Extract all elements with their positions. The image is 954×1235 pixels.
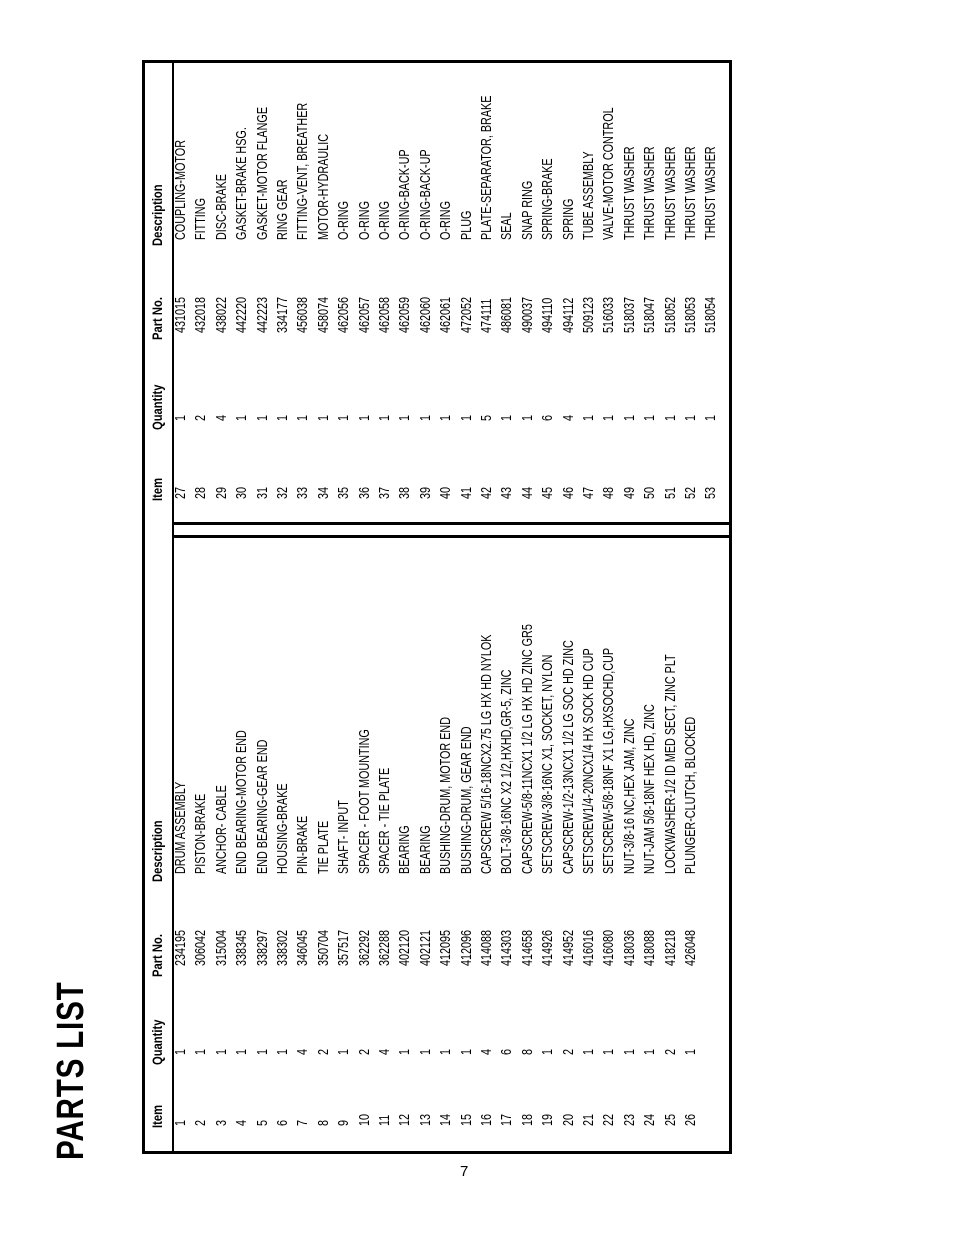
part-no-cell: 338302 xyxy=(274,929,291,966)
description-cell: COUPLING-MOTOR xyxy=(172,139,189,240)
part-no-cell: 462061 xyxy=(437,296,455,333)
part-no-cell: 442223 xyxy=(253,296,271,333)
item-cell: 43 xyxy=(498,486,516,499)
item-cell: 46 xyxy=(559,486,577,499)
part-no-cell: 518052 xyxy=(661,296,679,333)
item-cell: 38 xyxy=(396,486,414,499)
description-cell: O-RING xyxy=(355,200,373,240)
quantity-cell: 2 xyxy=(192,414,210,421)
quantity-cell: 1 xyxy=(172,1048,189,1055)
item-cell: 26 xyxy=(682,1113,699,1126)
part-no-cell: 334177 xyxy=(274,296,291,333)
quantity-cell: 4 xyxy=(294,1048,312,1055)
part-no-cell: 414303 xyxy=(498,929,516,966)
description-cell: CAPSCREW 5/16-18NCX2.75 LG HX HD NYLOK xyxy=(478,634,495,874)
description-cell: CAPSCREW-5/8-11NCX1 1/2 LG HX HD ZINC GR5 xyxy=(518,624,536,874)
quantity-cell: 6 xyxy=(498,1048,516,1055)
description-cell: THRUST WASHER xyxy=(620,146,638,240)
quantity-cell: 1 xyxy=(437,1048,455,1055)
item-cell: 53 xyxy=(702,486,720,499)
description-cell: CAPSCREW-1/2-13NCX1 1/2 LG SOC HD ZINC xyxy=(559,640,577,874)
quantity-cell: 1 xyxy=(212,1048,230,1055)
part-no-cell: 462059 xyxy=(396,296,414,333)
description-cell: NUT-3/8-16 NC,HEX JAM, ZINC xyxy=(620,718,638,874)
part-no-cell: 458074 xyxy=(314,296,332,333)
item-cell: 50 xyxy=(641,486,659,499)
description-cell: BEARING xyxy=(416,825,434,874)
item-cell: 14 xyxy=(437,1113,455,1126)
quantity-cell: 1 xyxy=(620,414,638,421)
description-cell: SPACER - FOOT MOUNTING xyxy=(355,729,373,874)
part-no-cell: 338297 xyxy=(253,929,271,966)
quantity-cell: 1 xyxy=(416,1048,434,1055)
quantity-cell: 1 xyxy=(274,1048,291,1055)
quantity-cell: 1 xyxy=(539,1048,557,1055)
part-no-cell: 402121 xyxy=(416,929,434,966)
description-cell: ANCHOR- CABLE xyxy=(212,785,230,874)
part-no-cell: 418218 xyxy=(661,929,679,966)
part-no-cell: 432018 xyxy=(192,296,210,333)
item-cell: 19 xyxy=(539,1113,557,1126)
description-cell: THRUST WASHER xyxy=(682,146,699,240)
description-cell: O-RING-BACK-UP xyxy=(396,149,414,240)
part-no-cell: 416080 xyxy=(600,929,618,966)
item-cell: 24 xyxy=(641,1113,659,1126)
item-cell: 20 xyxy=(559,1113,577,1126)
header-item-1: Item xyxy=(149,1104,165,1128)
quantity-cell: 4 xyxy=(376,1048,393,1055)
part-no-cell: 418088 xyxy=(641,929,659,966)
item-cell: 34 xyxy=(314,486,332,499)
part-no-cell: 414088 xyxy=(478,929,495,966)
description-cell: RING GEAR xyxy=(274,179,291,240)
quantity-cell: 2 xyxy=(355,1048,373,1055)
description-cell: PLATE-SEPARATOR, BRAKE xyxy=(478,95,495,241)
description-cell: PLUG xyxy=(457,210,475,240)
part-no-cell: 462057 xyxy=(355,296,373,333)
item-cell: 49 xyxy=(620,486,638,499)
part-no-cell: 306042 xyxy=(192,929,210,966)
description-cell: THRUST WASHER xyxy=(661,146,679,240)
item-cell: 48 xyxy=(600,486,618,499)
description-cell: SETSCREW1/4-20NCX1/4 HX SOCK HD CUP xyxy=(580,648,597,874)
quantity-cell: 6 xyxy=(539,414,557,421)
quantity-cell: 2 xyxy=(559,1048,577,1055)
part-no-cell: 456038 xyxy=(294,296,312,333)
description-cell: MOTOR-HYDRAULIC xyxy=(314,133,332,240)
description-cell: O-RING xyxy=(335,200,353,240)
quantity-cell: 1 xyxy=(335,414,353,421)
part-no-cell: 442220 xyxy=(233,296,251,333)
part-no-cell: 362292 xyxy=(355,929,373,966)
part-no-cell: 357517 xyxy=(335,929,353,966)
part-no-cell: 438022 xyxy=(212,296,230,333)
description-cell: TUBE ASSEMBLY xyxy=(580,151,597,240)
part-no-cell: 490037 xyxy=(518,296,536,333)
part-no-cell: 338345 xyxy=(233,929,251,966)
quantity-cell: 1 xyxy=(233,1048,251,1055)
part-no-cell: 414658 xyxy=(518,929,536,966)
quantity-cell: 1 xyxy=(335,1048,353,1055)
quantity-cell: 5 xyxy=(478,414,495,421)
quantity-cell: 1 xyxy=(457,414,475,421)
header-description-1: Description xyxy=(149,820,165,882)
quantity-cell: 1 xyxy=(661,414,679,421)
quantity-cell: 1 xyxy=(682,1048,699,1055)
item-cell: 10 xyxy=(355,1113,373,1126)
item-cell: 3 xyxy=(212,1119,230,1126)
item-cell: 12 xyxy=(396,1113,414,1126)
quantity-cell: 1 xyxy=(376,414,393,421)
description-cell: O-RING xyxy=(437,200,455,240)
item-cell: 30 xyxy=(233,486,251,499)
quantity-cell: 4 xyxy=(559,414,577,421)
item-cell: 1 xyxy=(172,1119,189,1126)
description-cell: SPACER - TIE PLATE xyxy=(376,767,393,874)
description-cell: THRUST WASHER xyxy=(641,146,659,240)
part-no-cell: 474111 xyxy=(478,298,495,333)
quantity-cell: 1 xyxy=(172,414,189,421)
quantity-cell: 1 xyxy=(600,1048,618,1055)
part-no-cell: 412096 xyxy=(457,929,475,966)
description-cell: DRUM ASSEMBLY xyxy=(172,781,189,874)
page-title: PARTS LIST xyxy=(50,981,92,1160)
section-divider-bottom xyxy=(172,535,732,538)
description-cell: SETSCREW-5/8-18NF X1 LG,HXSOCHD,CUP xyxy=(600,647,618,874)
item-cell: 40 xyxy=(437,486,455,499)
item-cell: 39 xyxy=(416,486,434,499)
quantity-cell: 8 xyxy=(518,1048,536,1055)
quantity-cell: 1 xyxy=(314,414,332,421)
description-cell: END BEARING-GEAR END xyxy=(253,739,271,874)
item-cell: 33 xyxy=(294,486,312,499)
quantity-cell: 1 xyxy=(253,1048,271,1055)
page-number: 7 xyxy=(460,1163,469,1180)
part-no-cell: 462056 xyxy=(335,296,353,333)
item-cell: 45 xyxy=(539,486,557,499)
item-cell: 51 xyxy=(661,486,679,499)
description-cell: VALVE-MOTOR CONTROL xyxy=(600,107,618,240)
quantity-cell: 1 xyxy=(518,414,536,421)
part-no-cell: 414926 xyxy=(539,929,557,966)
item-cell: 21 xyxy=(580,1113,597,1126)
description-cell: BOLT-3/8-16NC X2 1/2,HXHD,GR-5, ZINC xyxy=(498,669,516,874)
part-no-cell: 486081 xyxy=(498,296,516,333)
item-cell: 22 xyxy=(600,1113,618,1126)
quantity-cell: 1 xyxy=(396,1048,414,1055)
description-cell: DISC-BRAKE xyxy=(212,173,230,240)
quantity-cell: 1 xyxy=(192,1048,210,1055)
quantity-cell: 2 xyxy=(314,1048,332,1055)
item-cell: 31 xyxy=(253,486,271,499)
item-cell: 42 xyxy=(478,486,495,499)
item-cell: 15 xyxy=(457,1113,475,1126)
quantity-cell: 1 xyxy=(580,414,597,421)
description-cell: PLUNGER-CLUTCH, BLOCKED xyxy=(682,716,699,874)
quantity-cell: 1 xyxy=(620,1048,638,1055)
part-no-cell: 494110 xyxy=(539,297,557,333)
item-cell: 37 xyxy=(376,486,393,499)
part-no-cell: 518053 xyxy=(682,296,699,333)
part-no-cell: 462060 xyxy=(416,296,434,333)
item-cell: 23 xyxy=(620,1113,638,1126)
part-no-cell: 518054 xyxy=(702,296,720,333)
description-cell: TIE PLATE xyxy=(314,820,332,874)
item-cell: 2 xyxy=(192,1119,210,1126)
quantity-cell: 4 xyxy=(478,1048,495,1055)
item-cell: 6 xyxy=(274,1119,291,1126)
header-description-2: Description xyxy=(149,184,165,246)
quantity-cell: 1 xyxy=(274,414,291,421)
description-cell: SHAFT- INPUT xyxy=(335,800,353,874)
part-no-cell: 315004 xyxy=(212,929,230,966)
item-cell: 28 xyxy=(192,486,210,499)
description-cell: FITTING-VENT, BREATHER xyxy=(294,102,312,240)
item-cell: 52 xyxy=(682,486,699,499)
quantity-cell: 4 xyxy=(212,414,230,421)
quantity-cell: 1 xyxy=(355,414,373,421)
description-cell: BUSHING-DRUM, MOTOR END xyxy=(437,716,455,874)
item-cell: 13 xyxy=(416,1113,434,1126)
item-cell: 8 xyxy=(314,1119,332,1126)
item-cell: 4 xyxy=(233,1119,251,1126)
part-no-cell: 234195 xyxy=(172,929,189,966)
description-cell: NUT-JAM 5/8-18NF HEX HD, ZINC xyxy=(641,704,659,874)
part-no-cell: 462058 xyxy=(376,296,393,333)
part-no-cell: 414952 xyxy=(559,929,577,966)
quantity-cell: 1 xyxy=(641,414,659,421)
quantity-cell: 1 xyxy=(498,414,516,421)
header-part-no-2: Part No. xyxy=(149,297,165,340)
item-cell: 17 xyxy=(498,1113,516,1126)
item-cell: 41 xyxy=(457,486,475,499)
header-item-2: Item xyxy=(149,477,165,501)
description-cell: PIN-BRAKE xyxy=(294,815,312,874)
item-cell: 5 xyxy=(253,1119,271,1126)
description-cell: END BEARING-MOTOR END xyxy=(233,730,251,874)
description-cell: HOUSING-BRAKE xyxy=(274,783,291,874)
description-cell: SPRING-BRAKE xyxy=(539,158,557,240)
quantity-cell: 1 xyxy=(580,1048,597,1055)
part-no-cell: 518047 xyxy=(641,296,659,333)
part-no-cell: 346045 xyxy=(294,929,312,966)
part-no-cell: 509123 xyxy=(580,296,597,333)
item-cell: 32 xyxy=(274,486,291,499)
item-cell: 16 xyxy=(478,1113,495,1126)
quantity-cell: 1 xyxy=(233,414,251,421)
description-cell: SPRING xyxy=(559,198,577,240)
part-no-cell: 431015 xyxy=(172,296,189,333)
part-no-cell: 416016 xyxy=(580,929,597,966)
item-cell: 11 xyxy=(376,1114,393,1126)
part-no-cell: 350704 xyxy=(314,929,332,966)
item-cell: 25 xyxy=(661,1113,679,1126)
part-no-cell: 362288 xyxy=(376,929,393,966)
description-cell: SETSCREW-3/8-16NC X1, SOCKET, NYLON xyxy=(539,654,557,874)
description-cell: SNAP RING xyxy=(518,180,536,240)
quantity-cell: 1 xyxy=(457,1048,475,1055)
item-cell: 36 xyxy=(355,486,373,499)
part-no-cell: 518037 xyxy=(620,296,638,333)
quantity-cell: 2 xyxy=(661,1048,679,1055)
quantity-cell: 1 xyxy=(702,414,720,421)
description-cell: BUSHING-DRUM, GEAR END xyxy=(457,726,475,874)
description-cell: O-RING-BACK-UP xyxy=(416,149,434,240)
quantity-cell: 1 xyxy=(396,414,414,421)
description-cell: GASKET-BRAKE HSG. xyxy=(233,127,251,240)
description-cell: SEAL xyxy=(498,212,516,240)
item-cell: 29 xyxy=(212,486,230,499)
part-no-cell: 412095 xyxy=(437,929,455,966)
item-cell: 35 xyxy=(335,486,353,499)
item-cell: 44 xyxy=(518,486,536,499)
part-no-cell: 472052 xyxy=(457,296,475,333)
description-cell: LOCKWASHER-1/2 ID MED SECT, ZINC PLT xyxy=(661,654,679,874)
quantity-cell: 1 xyxy=(641,1048,659,1055)
section-divider-top xyxy=(172,522,732,525)
quantity-cell: 1 xyxy=(437,414,455,421)
description-cell: FITTING xyxy=(192,198,210,240)
part-no-cell: 494112 xyxy=(559,297,577,333)
description-cell: GASKET-MOTOR FLANGE xyxy=(253,106,271,240)
description-cell: O-RING xyxy=(376,200,393,240)
description-cell: BEARING xyxy=(396,825,414,874)
quantity-cell: 1 xyxy=(416,414,434,421)
item-cell: 27 xyxy=(172,486,189,499)
part-no-cell: 516033 xyxy=(600,296,618,333)
item-cell: 9 xyxy=(335,1119,353,1126)
header-part-no-1: Part No. xyxy=(149,934,165,977)
part-no-cell: 418036 xyxy=(620,929,638,966)
item-cell: 47 xyxy=(580,486,597,499)
part-no-cell: 402120 xyxy=(396,929,414,966)
quantity-cell: 1 xyxy=(600,414,618,421)
quantity-cell: 1 xyxy=(294,414,312,421)
description-cell: THRUST WASHER xyxy=(702,146,720,240)
quantity-cell: 1 xyxy=(253,414,271,421)
item-cell: 18 xyxy=(518,1113,536,1126)
header-quantity-1: Quantity xyxy=(149,1019,165,1065)
item-cell: 7 xyxy=(294,1119,312,1126)
header-quantity-2: Quantity xyxy=(149,384,165,430)
part-no-cell: 426048 xyxy=(682,929,699,966)
quantity-cell: 1 xyxy=(682,414,699,421)
description-cell: PISTON-BRAKE xyxy=(192,793,210,874)
